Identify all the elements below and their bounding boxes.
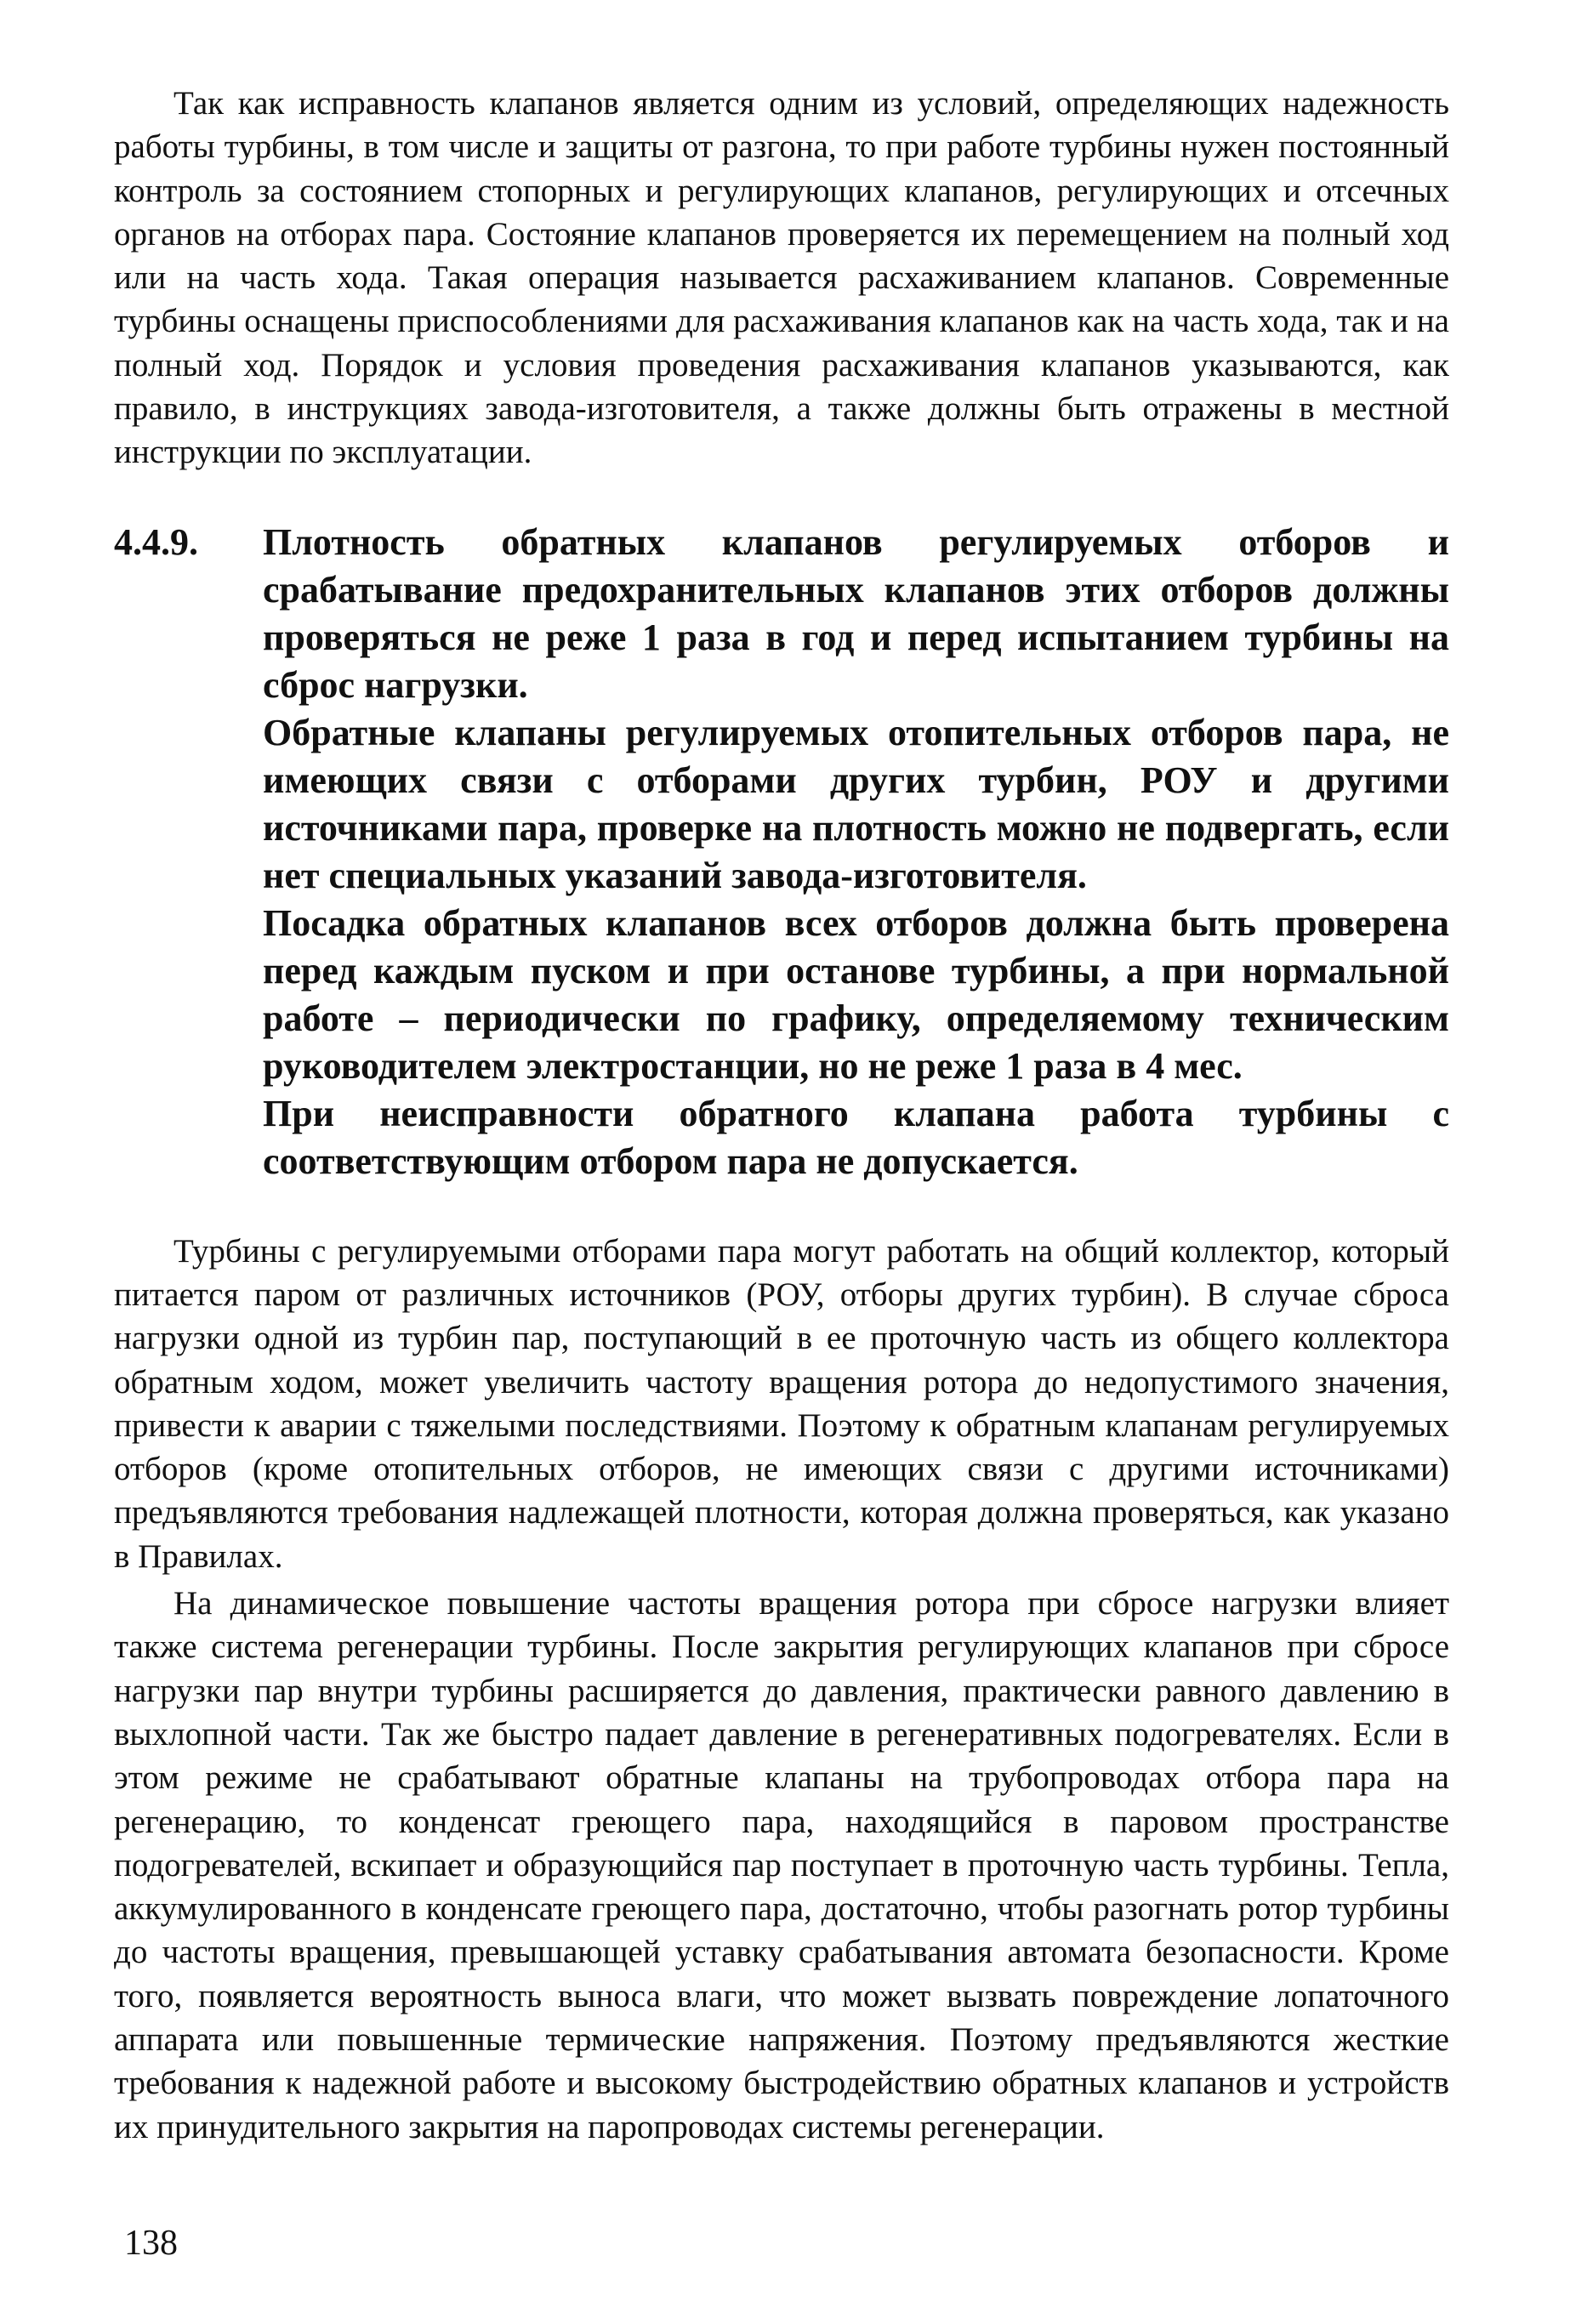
page-content bbox=[114, 82, 1449, 2149]
rule-paragraph: При неисправности обратного клапана работа турбины с соответствующим отбором пара не допускается. bbox=[263, 1092, 1449, 1182]
rule-paragraph: Обратные клапаны регулируемых отопительных отборов пара, не имеющих связи с отборами других турбин, РОУ и другими источниками пара, проверке на плотность можно не подвергать, если нет специальных указаний завода-изготовителя. bbox=[263, 711, 1449, 896]
rule-section bbox=[114, 519, 1449, 1185]
intro-paragraph: Так как исправность клапанов является одним из условий, определяющих надежность работы турбины, в том числе и защиты от разгона, то при работе турбины нужен постоянный контроль за состоянием стопорных и регулирующих клапанов, регулирующих и отсечных органов на отборах пара. Состояние клапанов проверяется их перемещением на полный ход или на часть хода. Такая операция называется расхаживанием клапанов. Современные турбины оснащены приспособлениями для расхаживания клапанов как на часть хода, так и на полный ход. Порядок и условия проведения расхаживания клапанов указываются, как правило, в инструкциях завода-изготовителя, а также должны быть отражены в местной инструкции по эксплуатации. bbox=[114, 85, 1449, 471]
rule-number: 4.4.9. bbox=[114, 520, 198, 563]
rule-body bbox=[263, 519, 1449, 1185]
rule-paragraph: Посадка обратных клапанов всех отборов должна быть проверена перед каждым пуском и при останове турбины, а при нормальной работе – периодически по графику, определяемому техническим руководителем электростанции, но не реже 1 раза в 4 мес. bbox=[263, 901, 1449, 1087]
commentary-paragraph: На динамическое повышение частоты вращения ротора при сбросе нагрузки влияет также система регенерации турбины. После закрытия регулирующих клапанов при сбросе нагрузки пар внутри турбины расширяется до давления, практически равного давлению в выхлопной части. Так же быстро падает давление в регенеративных подогревателях. Если в этом режиме не срабатывают обратные клапаны на трубопроводах отбора пара на регенерацию, то конденсат греющего пара, находящийся в паровом пространстве подогревателей, вскипает и образующийся пар поступает в проточную часть турбины. Тепла, аккумулированного в конденсате греющего пара, достаточно, чтобы разогнать ротор турбины до частоты вращения, превышающей уставку срабатывания автомата безопасности. Кроме того, появляется вероятность выноса влаги, что может вызвать повреждение лопаточного аппарата или повышенные термические напряжения. Поэтому предъявляются жесткие требования к надежной работе и высокому быстродействию обратных клапанов и устройств их принудительного закрытия на паропроводах системы регенерации. bbox=[114, 1585, 1449, 2145]
rule-paragraph: Плотность обратных клапанов регулируемых отборов и срабатывание предохранительных клапанов этих отборов должны проверяться не реже 1 раза в год и перед испытанием турбины на сброс нагрузки. bbox=[263, 520, 1449, 706]
page-number: 138 bbox=[124, 2224, 178, 2263]
commentary-paragraph: Турбины с регулируемыми отборами пара могут работать на общий коллектор, который питается паром от различных источников (РОУ, отборы других турбин). В случае сброса нагрузки одной из турбин пар, поступающий в ее проточную часть из общего коллектора обратным ходом, может увеличить частоту вращения ротора до недопустимого значения, привести к аварии с тяжелыми последствиями. Поэтому к обратным клапанам регулируемых отборов (кроме отопительных отборов, не имеющих связи с другими источниками) предъявляются требования надлежащей плотности, которая должна проверяться, как указано в Правилах. bbox=[114, 1232, 1449, 1575]
